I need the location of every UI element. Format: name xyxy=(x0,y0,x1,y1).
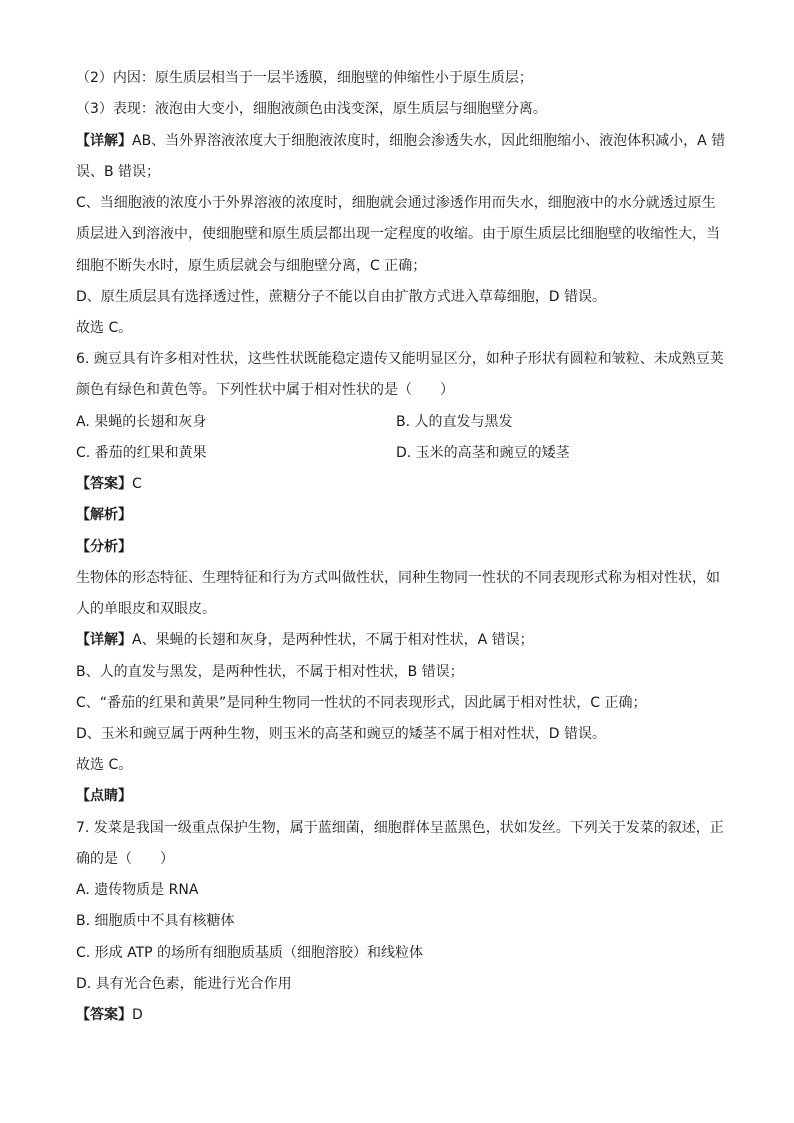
text-line: （2）内因：原生质层相当于一层半透膜，细胞壁的伸缩性小于原生质层； xyxy=(76,70,533,86)
q7-option-c: C. 形成 ATP 的场所有细胞质基质（细胞溶胶）和线粒体 xyxy=(76,945,424,961)
section-tag-detail: 【详解】 xyxy=(76,632,132,648)
answer-value: C xyxy=(132,476,142,492)
text-line: 质层进入到溶液中，使细胞壁和原生质层都出现一定程度的收缩。由于原生质层比细胞壁的收缩性大，当 xyxy=(76,226,720,242)
text-line xyxy=(76,630,726,650)
question-7-stem: 确的是（ ） xyxy=(76,851,174,867)
text-line: 细胞不断失水时，原生质层就会与细胞壁分离，C 正确； xyxy=(76,258,427,274)
question-7-stem: 7. 发菜是我国一级重点保护生物，属于蓝细菌，细胞群体呈蓝黑色，状如发丝。下列关于发菜的叙述，正 xyxy=(76,820,724,836)
text-line: （3）表现：液泡由大变小，细胞液颜色由浅变深，原生质层与细胞壁分离。 xyxy=(76,101,547,117)
question-6-stem: 颜色有绿色和黄色等。下列性状中属于相对性状的是（ ） xyxy=(76,382,454,398)
text-line: 故选 C。 xyxy=(76,320,133,336)
answer-tag: 【答案】 xyxy=(76,476,132,492)
q6-option-d: D. 玉米的高茎和豌豆的矮茎 xyxy=(396,445,570,461)
q6-option-b: B. 人的直发与黑发 xyxy=(396,414,513,430)
section-tag-dianjing: 【点睛】 xyxy=(76,788,132,804)
text-line: C、当细胞液的浓度小于外界溶液的浓度时，细胞就会通过渗透作用而失水，细胞液中的水分就透过原生 xyxy=(76,195,716,211)
text-span: A、果蝇的长翅和灰身，是两种性状，不属于相对性状，A 错误； xyxy=(132,632,534,648)
q6-option-c: C. 番茄的红果和黄果 xyxy=(76,445,207,461)
answer-value: D xyxy=(132,1007,143,1023)
text-line: 生物体的形态特征、生理特征和行为方式叫做性状，同种生物同一性状的不同表现形式称为相对性状，如 xyxy=(76,570,720,586)
question-6-stem: 6. 豌豆具有许多相对性状，这些性状既能稳定遗传又能明显区分，如种子形状有圆粒和皱粒、未成熟豆荚 xyxy=(76,351,724,367)
q7-option-d: D. 具有光合色素，能进行光合作用 xyxy=(76,976,292,992)
section-tag-fenxi: 【分析】 xyxy=(76,539,132,555)
q6-option-a: A. 果蝇的长翅和灰身 xyxy=(76,414,207,430)
text-line: 人的单眼皮和双眼皮。 xyxy=(76,601,216,617)
text-span: AB、当外界溶液浓度大于细胞液浓度时，细胞会渗透失水，因此细胞缩小、液泡体积减小，A 错 xyxy=(132,133,726,149)
text-line xyxy=(76,131,726,151)
answer-line-6 xyxy=(76,474,726,494)
answer-tag: 【答案】 xyxy=(76,1007,132,1023)
text-line: D、原生质层具有选择透过性，蔗糖分子不能以自由扩散方式进入草莓细胞，D 错误。 xyxy=(76,289,607,305)
text-line: 故选 C。 xyxy=(76,757,133,773)
text-line: 误、B 错误； xyxy=(76,164,161,180)
q7-option-b: B. 细胞质中不具有核糖体 xyxy=(76,913,235,929)
text-line: D、玉米和豌豆属于两种生物，则玉米的高茎和豌豆的矮茎不属于相对性状，D 错误。 xyxy=(76,726,607,742)
section-tag-detail: 【详解】 xyxy=(76,133,132,149)
q7-option-a: A. 遗传物质是 RNA xyxy=(76,882,199,898)
answer-line-7 xyxy=(76,1005,726,1025)
section-tag-analysis: 【解析】 xyxy=(76,507,132,523)
text-line: B、人的直发与黑发，是两种性状，不属于相对性状，B 错误； xyxy=(76,664,464,680)
text-line: C、“番茄的红果和黄果”是同种生物同一性状的不同表现形式，因此属于相对性状，C 正确； xyxy=(76,695,647,711)
